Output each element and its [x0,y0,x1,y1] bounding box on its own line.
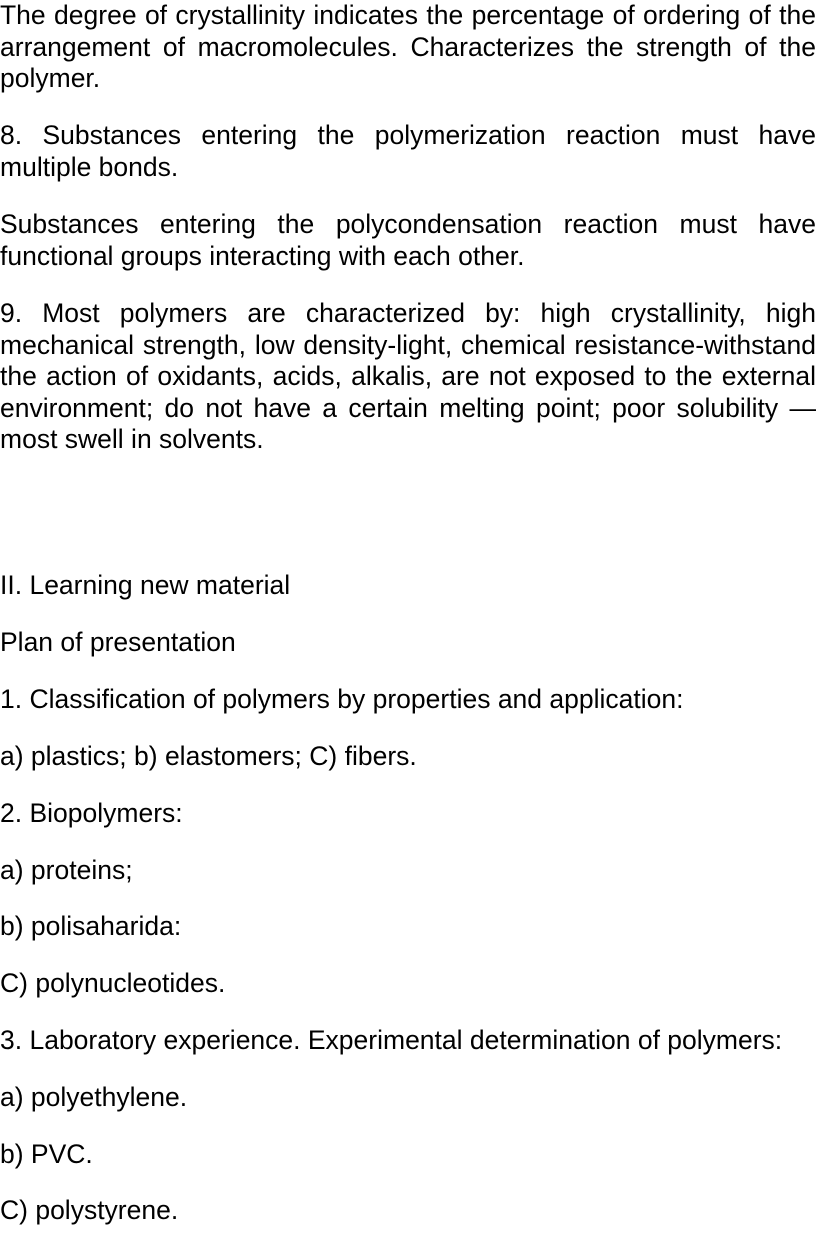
plan-item: b) polisaharida: [0,911,182,941]
paragraph-polymer-properties: 9. Most polymers are characterized by: high crystallinity, high mechanical strength, low density-light, chemical resistance-withstand the action of oxidants, acids, alkalis, are not exposed to the external environment; do not have a certain melting point; poor solubility — most swell in solvents. [0,298,816,454]
plan-item: 3. Laboratory experience. Experimental determination of polymers: [0,1025,783,1055]
plan-item: 2. Biopolymers: [0,798,183,828]
section-heading: II. Learning new material [0,570,291,600]
plan-item: 1. Classification of polymers by properties and application: [0,684,684,714]
plan-item: a) proteins; [0,855,133,885]
plan-item: b) PVC. [0,1139,93,1169]
plan-item: C) polystyrene. [0,1195,179,1225]
plan-title: Plan of presentation [0,627,236,657]
paragraph-polymerization: 8. Substances entering the polymerization reaction must have multiple bonds. [0,120,816,182]
plan-item: a) plastics; b) elastomers; C) fibers. [0,741,417,771]
paragraph-crystallinity: The degree of crystallinity indicates the percentage of ordering of the arrangement of macromolecules. Characterizes the strength of the polymer. [0,0,816,93]
plan-item: C) polynucleotides. [0,968,226,998]
paragraph-polycondensation: Substances entering the polycondensation reaction must have functional groups interacting with each other. [0,209,816,271]
plan-item: a) polyethylene. [0,1082,188,1112]
